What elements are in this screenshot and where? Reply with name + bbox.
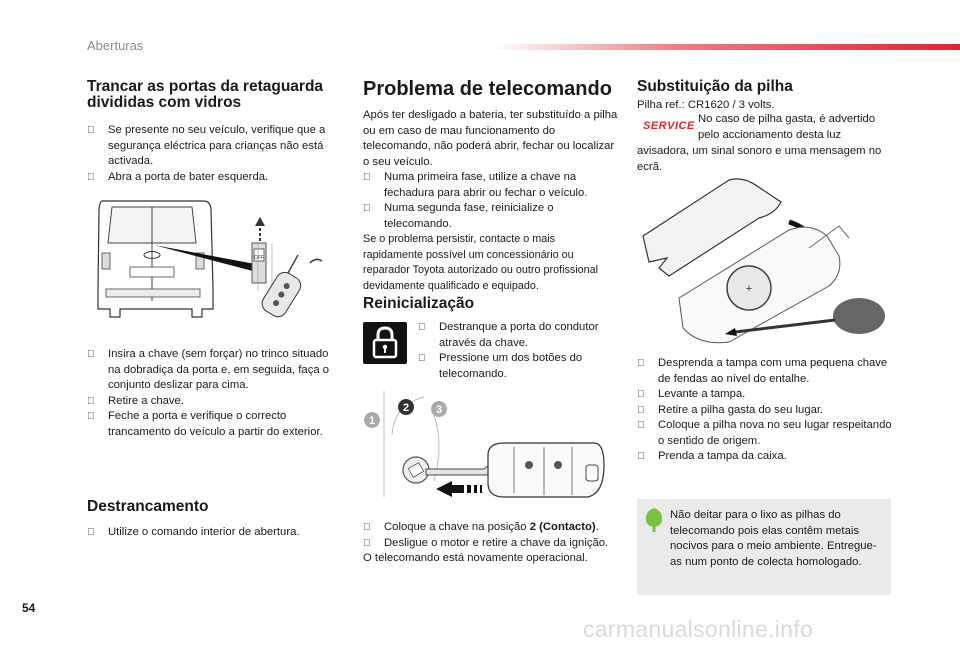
list-item: Destranque a porta do condutor através da chave. <box>418 320 616 351</box>
check-box-icon <box>87 123 95 139</box>
unlocking-section <box>87 499 342 541</box>
battery-warning-rest: avisadora, um sinal sonoro e uma mensagem no ecrã. <box>637 145 882 173</box>
list-item: Levante a tampa. <box>637 387 892 403</box>
section-title: Aberturas <box>87 38 144 53</box>
van-rear-key-illustration <box>92 193 338 321</box>
page-number: 54 <box>22 601 36 615</box>
list-item: Pressione um dos botões do telecomando. <box>418 351 616 382</box>
svg-text:+: + <box>745 283 753 295</box>
list-item: Desligue o motor e retire a chave da ignição. <box>363 536 621 552</box>
battery-warning-first: No caso de pilha gasta, é advertido pelo accionamento desta luz <box>698 113 876 141</box>
list-item: Numa primeira fase, utilize a chave na fechadura para abrir ou fechar o veículo. <box>363 170 618 201</box>
list-item: Feche a porta e verifique o correcto trancamento do veículo a partir do exterior. <box>87 409 342 440</box>
check-box-icon <box>87 409 95 425</box>
check-box-icon <box>418 351 426 367</box>
check-box-icon <box>637 387 645 403</box>
rear-doors-section <box>87 79 342 185</box>
check-box-icon <box>363 536 371 552</box>
reinit-section <box>363 296 618 312</box>
svg-text:1: 1 <box>368 415 376 427</box>
battery-ref: Pilha ref.: CR1620 / 3 volts. <box>637 99 775 111</box>
check-box-icon <box>363 170 371 186</box>
environment-note-text: Não deitar para o lixo as pilhas do telecomando pois elas contêm metais nocivos para o meio ambiente. Entregue-as num ponto de colecta homologado. <box>670 509 877 568</box>
remote-problem-title: Problema de telecomando <box>363 78 612 100</box>
reinit-steps <box>418 320 616 382</box>
svg-text:3: 3 <box>435 404 443 416</box>
list-item: Se presente no seu veículo, verifique que a segurança eléctrica para crianças não está activada. <box>87 123 342 170</box>
reinit-title: Reinicialização <box>363 295 475 312</box>
battery-title: Substituição da pilha <box>637 78 793 95</box>
check-box-icon <box>637 418 645 434</box>
header-accent-bar <box>490 44 960 50</box>
check-box-icon <box>87 525 95 541</box>
lock-icon <box>363 322 407 364</box>
reinit-steps-2 <box>363 520 621 567</box>
service-warning-icon: SERVICE <box>643 120 695 132</box>
list-item: Prenda a tampa da caixa. <box>637 449 892 465</box>
check-box-icon <box>87 347 95 363</box>
svg-text:2: 2 <box>402 402 410 414</box>
reinit-final: O telecomando está novamente operacional. <box>363 552 588 564</box>
remote-problem-section <box>363 78 618 294</box>
environment-note <box>637 499 891 595</box>
list-item: Utilize o comando interior de abertura. <box>87 525 342 541</box>
rear-doors-steps <box>87 123 342 185</box>
check-box-icon <box>87 170 95 186</box>
rear-doors-title-line1: Trancar as portas da retaguarda <box>87 78 324 95</box>
rear-doors-steps-2 <box>87 347 342 440</box>
check-box-icon <box>363 520 371 536</box>
list-item: Desprenda a tampa com uma pequena chave de fendas ao nível do entalhe. <box>637 356 892 387</box>
list-item: Numa segunda fase, reinicialize o telecomando. <box>363 201 618 232</box>
watermark: carmanualsonline.info <box>583 616 814 642</box>
unlocking-title: Destrancamento <box>87 498 209 515</box>
rear-doors-title-line2: divididas com vidros <box>87 94 242 111</box>
list-item: Retire a pilha gasta do seu lugar. <box>637 403 892 419</box>
check-box-icon <box>637 356 645 372</box>
contact-position-bold: 2 (Contacto) <box>529 521 596 533</box>
list-item: Coloque a pilha nova no seu lugar respeitando o sentido de origem. <box>637 418 892 449</box>
list-item: Insira a chave (sem forçar) no trinco situado na dobradiça da porta e, em seguida, faça o conjunto deslizar para cima. <box>87 347 342 394</box>
list-item: Retire a chave. <box>87 394 342 410</box>
check-box-icon <box>87 394 95 410</box>
check-box-icon <box>363 201 371 217</box>
check-box-icon <box>418 320 426 336</box>
eco-leaf-icon <box>643 507 665 533</box>
remote-problem-intro: Após ter desligado a bateria, ter substituído a pilha ou em caso de mau funcionamento do telecomando, não poderá abrir, fechar ou localizar o seu veículo. <box>363 109 618 168</box>
list-item: Coloque a chave na posição 2 (Contacto). <box>363 520 621 536</box>
battery-section <box>637 79 892 114</box>
check-box-icon <box>637 449 645 465</box>
svg-text:OFF: OFF <box>254 255 264 261</box>
rear-doors-title <box>87 79 342 111</box>
battery-replacement-illustration <box>639 178 885 346</box>
remote-problem-outro: Se o problema persistir, contacte o mais rapidamente possível um concessionário ou reparador Toyota autorizado ou outro profissional devidamente qualificado e equipado. <box>363 233 599 292</box>
battery-steps <box>637 356 892 465</box>
list-item: Abra a porta de bater esquerda. <box>87 170 342 186</box>
ignition-key-illustration <box>364 385 610 505</box>
check-box-icon <box>637 403 645 419</box>
